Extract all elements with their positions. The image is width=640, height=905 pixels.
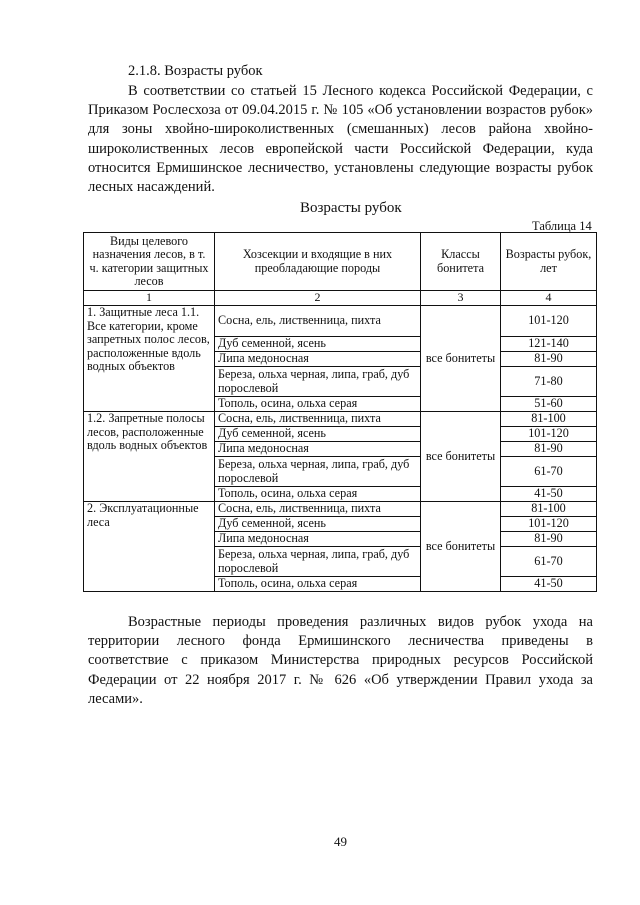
age-cell: 101-120 <box>501 517 597 532</box>
age-cell: 101-120 <box>501 306 597 337</box>
intro-paragraph: В соответствии со статьей 15 Лесного кодекса Российской Федерации, с Приказом Рослесхоза от 09.04.2015 г. № 105 «Об установлении возрастов рубок» для зоны хвойно-широколиственных (смешанных) лесов района хвойно-широколиственных лесов европейской части Российской Федерации, куда относится Ермишинское лесничество, установлены следующие возрасты рубок лесных насаждений. <box>88 83 593 196</box>
bonitet-cell: все бонитеты <box>421 502 501 592</box>
species-cell: Сосна, ель, лиственница, пихта <box>215 502 421 517</box>
species-cell: Тополь, осина, ольха серая <box>215 487 421 502</box>
species-cell: Тополь, осина, ольха серая <box>215 577 421 592</box>
age-cell: 81-100 <box>501 412 597 427</box>
age-cell: 81-90 <box>501 442 597 457</box>
species-cell: Береза, ольха черная, липа, граб, дуб порослевой <box>215 457 421 487</box>
table-header-row <box>84 233 597 291</box>
column-number: 4 <box>501 291 597 306</box>
age-cell: 81-90 <box>501 532 597 547</box>
species-cell: Липа медоносная <box>215 442 421 457</box>
age-cell: 41-50 <box>501 577 597 592</box>
age-cell: 71-80 <box>501 367 597 397</box>
cutting-ages-table <box>83 232 597 592</box>
age-cell: 81-100 <box>501 502 597 517</box>
category-cell: 1.2. Запретные полосы лесов, расположенные вдоль водных объектов <box>84 412 215 502</box>
age-cell: 101-120 <box>501 427 597 442</box>
bonitet-cell: все бонитеты <box>421 412 501 502</box>
age-cell: 51-60 <box>501 397 597 412</box>
header-species: Хозсекции и входящие в них преобладающие породы <box>215 233 421 291</box>
header-age: Возрасты рубок, лет <box>501 233 597 291</box>
column-number: 2 <box>215 291 421 306</box>
age-cell: 121-140 <box>501 337 597 352</box>
species-cell: Тополь, осина, ольха серая <box>215 397 421 412</box>
table-row <box>84 502 597 517</box>
age-cell: 81-90 <box>501 352 597 367</box>
closing-paragraph: Возрастные периоды проведения различных видов рубок ухода на территории лесного фонда Ермишинского лесничества приведены в соответствие с приказом Министерства природных ресурсов Российской Федерации от 22 ноября 2017 г. № 626 «Об утверждении Правил ухода за лесами». <box>88 614 593 707</box>
species-cell: Липа медоносная <box>215 352 421 367</box>
species-cell: Дуб семенной, ясень <box>215 337 421 352</box>
table-row <box>84 306 597 337</box>
species-cell: Береза, ольха черная, липа, граб, дуб порослевой <box>215 367 421 397</box>
bonitet-cell: все бонитеты <box>421 306 501 412</box>
species-cell: Сосна, ель, лиственница, пихта <box>215 306 421 337</box>
species-cell: Дуб семенной, ясень <box>215 427 421 442</box>
age-cell: 61-70 <box>501 457 597 487</box>
page-number: 49 <box>334 834 347 849</box>
species-cell: Сосна, ель, лиственница, пихта <box>215 412 421 427</box>
column-number: 1 <box>84 291 215 306</box>
column-number-row <box>84 291 597 306</box>
species-cell: Липа медоносная <box>215 532 421 547</box>
table-row <box>84 412 597 427</box>
category-cell: 1. Защитные леса 1.1. Все категории, кроме запретных полос лесов, расположенные вдоль водных объектов <box>84 306 215 412</box>
header-bonitet: Классы бонитета <box>421 233 501 291</box>
table-caption: Возрасты рубок <box>300 200 402 216</box>
species-cell: Береза, ольха черная, липа, граб, дуб порослевой <box>215 547 421 577</box>
species-cell: Дуб семенной, ясень <box>215 517 421 532</box>
age-cell: 41-50 <box>501 487 597 502</box>
section-heading: 2.1.8. Возрасты рубок <box>128 63 263 79</box>
table-number: Таблица 14 <box>532 219 592 233</box>
header-purpose: Виды целевого назначения лесов, в т. ч. категории защитных лесов <box>84 233 215 291</box>
column-number: 3 <box>421 291 501 306</box>
age-cell: 61-70 <box>501 547 597 577</box>
category-cell: 2. Эксплуатационные леса <box>84 502 215 592</box>
